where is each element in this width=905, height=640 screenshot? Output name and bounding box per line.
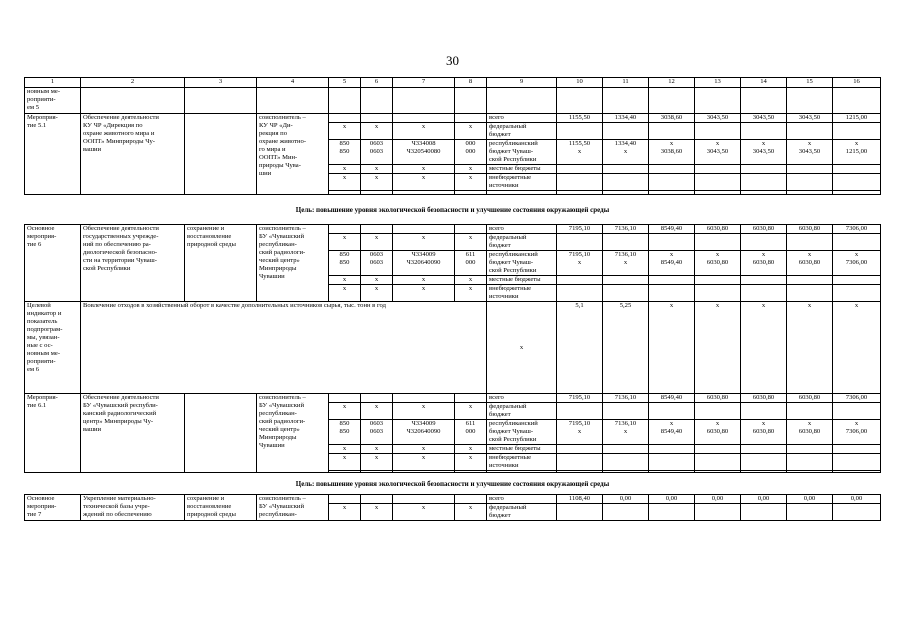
code: x [393, 504, 455, 521]
amount: 7136,10 x [603, 420, 649, 445]
amount: 7195,10 x [557, 251, 603, 276]
table-row [25, 88, 881, 114]
amount: 7136,10 [603, 394, 649, 403]
indicator-value: x [695, 302, 741, 394]
column-number: 9 [487, 78, 557, 88]
amount: x 6030,80 [695, 420, 741, 445]
indicator-value: x [487, 302, 557, 394]
row-label: Мероприя- тие 6.1 [25, 394, 81, 473]
goal-heading: Цель: повышение уровня экологической безопасности и улучшение состояния окружающей среды [25, 473, 881, 495]
amount: 0,00 [695, 495, 741, 504]
fund-source: внебюджетные источники [487, 454, 557, 471]
amount: 3043,50 [695, 114, 741, 123]
code: x [361, 123, 393, 140]
activity-name: Обеспечение деятельности государственных учрежде- ний по обеспечению ра- диологической безопасно- сти на территории Чуваш- ской Республики [81, 225, 185, 302]
amount: 3038,60 [649, 114, 695, 123]
column-number: 2 [81, 78, 185, 88]
fund-source: местные бюджеты [487, 276, 557, 285]
amount: 0,00 [787, 495, 833, 504]
amount: 6030,80 [741, 225, 787, 234]
amount: x 7306,00 [833, 420, 881, 445]
program-table [24, 77, 881, 521]
amount: 7306,00 [833, 225, 881, 234]
activity-name: Укрепление материально- технической базы учре- ждений по обеспечению [81, 495, 185, 521]
amount: x 6030,80 [741, 251, 787, 276]
code: x [329, 174, 361, 191]
code: x [393, 165, 455, 174]
amount: 7195,10 [557, 225, 603, 234]
code: 611 000 [455, 420, 487, 445]
page-number: 30 [446, 53, 459, 68]
code: 850 850 [329, 140, 361, 165]
row-label: Основное мероприя- тие 7 [25, 495, 81, 521]
column-number: 14 [741, 78, 787, 88]
code: x [361, 504, 393, 521]
amount: 6030,80 [787, 394, 833, 403]
code: x [361, 165, 393, 174]
code: 850 850 [329, 420, 361, 445]
amount: 7306,00 [833, 394, 881, 403]
code: 611 000 [455, 251, 487, 276]
code: Ч334009 Ч320640090 [393, 251, 455, 276]
table-row [25, 114, 881, 123]
indicator-value: x [787, 302, 833, 394]
column-number: 5 [329, 78, 361, 88]
column-number: 12 [649, 78, 695, 88]
amount: x 3043,50 [695, 140, 741, 165]
amount: 8549,40 [649, 225, 695, 234]
code: 0603 0603 [361, 420, 393, 445]
amount: 1155,50 x [557, 140, 603, 165]
row-label: новным ме- роприяти- ем 5 [25, 88, 81, 114]
fund-source: всего [487, 394, 557, 403]
column-number: 6 [361, 78, 393, 88]
activity-goal: сохранение и восстановление природной среды [185, 495, 257, 521]
code: x [329, 285, 361, 302]
indicator-value: x [833, 302, 881, 394]
code: Ч334008 Ч320540080 [393, 140, 455, 165]
column-number: 3 [185, 78, 257, 88]
amount: 0,00 [833, 495, 881, 504]
fund-source: федеральный бюджет [487, 123, 557, 140]
code: x [329, 276, 361, 285]
code: x [393, 234, 455, 251]
code: x [361, 285, 393, 302]
code: x [361, 445, 393, 454]
amount: 1215,00 [833, 114, 881, 123]
code: x [393, 454, 455, 471]
amount: 1334,40 [603, 114, 649, 123]
indicator-value: x [741, 302, 787, 394]
executor: соисполнитель – БУ «Чувашский республикан- ский радиологи- ческий центр» Минприроды Чувашии [257, 225, 329, 302]
code: x [393, 285, 455, 302]
column-number: 7 [393, 78, 455, 88]
code: x [455, 276, 487, 285]
fund-source: всего [487, 225, 557, 234]
column-numbers-row [25, 78, 881, 88]
amount: x 8549,40 [649, 420, 695, 445]
fund-source: внебюджетные источники [487, 174, 557, 191]
column-number: 10 [557, 78, 603, 88]
column-number: 13 [695, 78, 741, 88]
code: x [455, 504, 487, 521]
amount: 8549,40 [649, 394, 695, 403]
code: x [329, 403, 361, 420]
amount: 1334,40 x [603, 140, 649, 165]
code: x [361, 276, 393, 285]
amount: x 6030,80 [787, 251, 833, 276]
amount: 0,00 [741, 495, 787, 504]
code: x [455, 234, 487, 251]
code: x [455, 285, 487, 302]
amount: 7195,10 [557, 394, 603, 403]
code: 0603 0603 [361, 140, 393, 165]
table-row [25, 495, 881, 504]
indicator-text: Вовлечение отходов в хозяйственный оборот в качестве дополнительных источников сырья, тыс. тонн в год [81, 302, 487, 394]
amount: 7195,10 x [557, 420, 603, 445]
amount: x 7306,00 [833, 251, 881, 276]
row-label: Основное мероприя- тие 6 [25, 225, 81, 302]
code: 000 000 [455, 140, 487, 165]
amount: 3043,50 [787, 114, 833, 123]
amount: 1155,50 [557, 114, 603, 123]
column-number: 15 [787, 78, 833, 88]
code: x [329, 165, 361, 174]
fund-source: местные бюджеты [487, 445, 557, 454]
executor: соисполнитель – БУ «Чувашский республикан- [257, 495, 329, 521]
code: 850 850 [329, 251, 361, 276]
amount: x 1215,00 [833, 140, 881, 165]
executor: соисполнитель – КУ ЧР «Ди- рекция по охране животно- го мира и ООПТ» Мин- природы Чува- шии [257, 114, 329, 195]
column-number: 8 [455, 78, 487, 88]
code: x [455, 454, 487, 471]
code: x [329, 445, 361, 454]
column-number: 4 [257, 78, 329, 88]
code: 0603 0603 [361, 251, 393, 276]
goal-row [25, 473, 881, 495]
table-row [25, 394, 881, 403]
amount: x 6030,80 [741, 420, 787, 445]
amount: 6030,80 [695, 394, 741, 403]
amount: x 8549,40 [649, 251, 695, 276]
column-number: 16 [833, 78, 881, 88]
fund-source: внебюджетные источники [487, 285, 557, 302]
activity-goal: сохранение и восстановление природной среды [185, 225, 257, 302]
code: x [329, 504, 361, 521]
code: x [455, 445, 487, 454]
code: x [455, 123, 487, 140]
code: x [361, 403, 393, 420]
code: x [329, 454, 361, 471]
indicator-value: 5,25 [603, 302, 649, 394]
activity-name: Обеспечение деятельности КУ ЧР «Дирекция по охране животного мира и ООПТ» Минприроды Чу- вашии [81, 114, 185, 195]
fund-source: местные бюджеты [487, 165, 557, 174]
fund-source: федеральный бюджет [487, 504, 557, 521]
code: x [393, 445, 455, 454]
code: x [361, 174, 393, 191]
code: x [361, 234, 393, 251]
fund-source: республиканский бюджет Чуваш- ской Республики [487, 140, 557, 165]
amount: x 3043,50 [741, 140, 787, 165]
amount: 6030,80 [695, 225, 741, 234]
amount: 0,00 [603, 495, 649, 504]
table-row [25, 302, 881, 394]
executor: соисполнитель – БУ «Чувашский республикан- ский радиологи- ческий центр» Минприроды Чувашии [257, 394, 329, 473]
code: x [393, 403, 455, 420]
amount: x 6030,80 [695, 251, 741, 276]
code: x [361, 454, 393, 471]
code: x [455, 165, 487, 174]
row-label: Целевой индикатор и показатель подпрограм- мы, увязан- ные с ос- новным ме- роприяти- ем 6 [25, 302, 81, 394]
code: x [455, 403, 487, 420]
fund-source: всего [487, 495, 557, 504]
fund-source: федеральный бюджет [487, 403, 557, 420]
fund-source: всего [487, 114, 557, 123]
amount: 6030,80 [787, 225, 833, 234]
indicator-value: x [649, 302, 695, 394]
goal-heading: Цель: повышение уровня экологической безопасности и улучшение состояния окружающей среды [25, 195, 881, 225]
code: x [329, 123, 361, 140]
code: x [393, 123, 455, 140]
amount: 6030,80 [741, 394, 787, 403]
code: x [393, 174, 455, 191]
amount: 1108,40 [557, 495, 603, 504]
indicator-value: 5,1 [557, 302, 603, 394]
amount: x 6030,80 [787, 420, 833, 445]
code: x [393, 276, 455, 285]
fund-source: федеральный бюджет [487, 234, 557, 251]
amount: 7136,10 x [603, 251, 649, 276]
column-number: 1 [25, 78, 81, 88]
column-number: 11 [603, 78, 649, 88]
row-label: Мероприя- тие 5.1 [25, 114, 81, 195]
code: Ч334009 Ч320640090 [393, 420, 455, 445]
activity-name: Обеспечение деятельности БУ «Чувашский республи- канский радиологический центр» Минприроды Чу- вашии [81, 394, 185, 473]
fund-source: республиканский бюджет Чуваш- ской Республики [487, 251, 557, 276]
table-row [25, 225, 881, 234]
amount: 7136,10 [603, 225, 649, 234]
code: x [455, 174, 487, 191]
amount: 3043,50 [741, 114, 787, 123]
amount: x 3038,60 [649, 140, 695, 165]
amount: x 3043,50 [787, 140, 833, 165]
amount: 0,00 [649, 495, 695, 504]
goal-row [25, 195, 881, 225]
code: x [329, 234, 361, 251]
fund-source: республиканский бюджет Чуваш- ской Республики [487, 420, 557, 445]
